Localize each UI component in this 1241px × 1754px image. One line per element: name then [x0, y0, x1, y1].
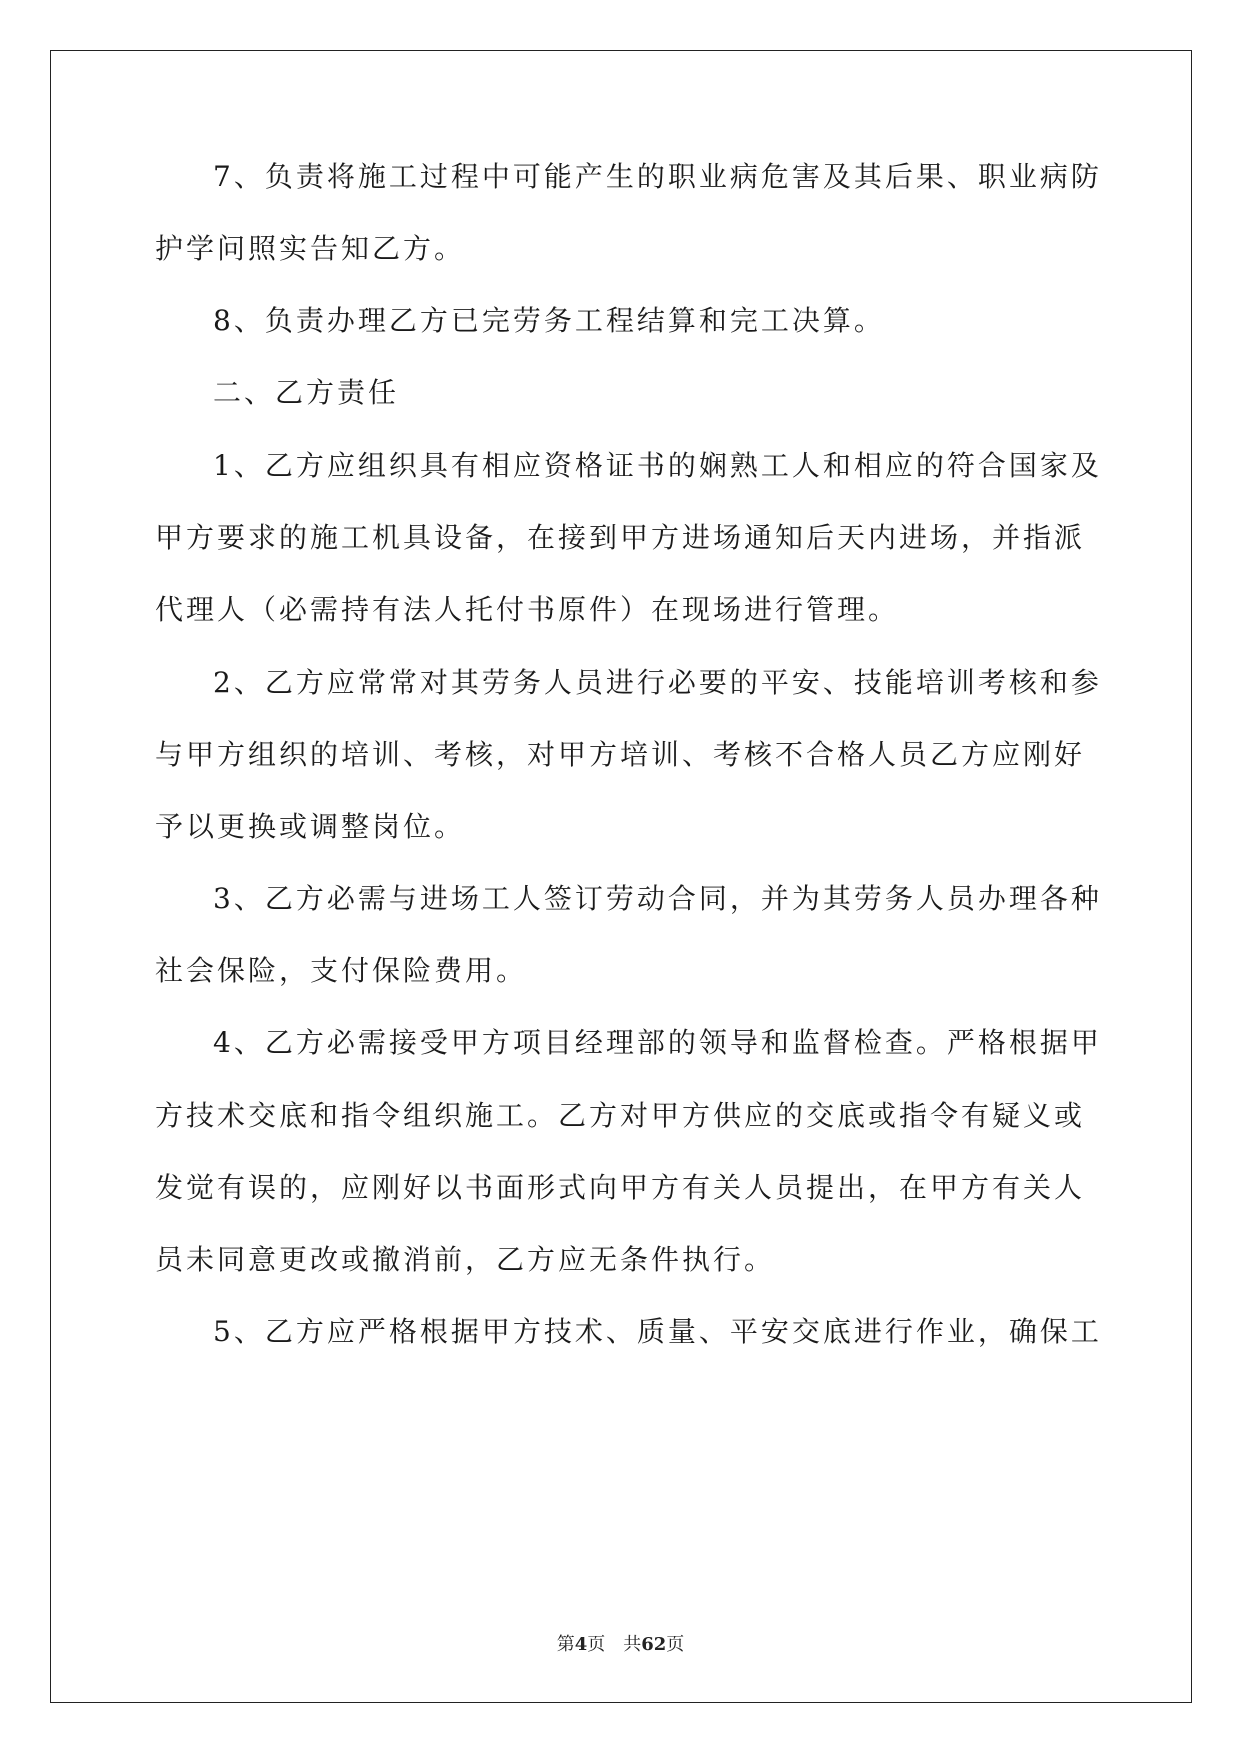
paragraph-line: 8、负责办理乙方已完劳务工程结算和完工决算。	[213, 304, 885, 337]
page-border	[50, 50, 1192, 1703]
paragraph-line: 与甲方组织的培训、考核，对甲方培训、考核不合格人员乙方应刚好	[155, 738, 1086, 771]
paragraph-line: 7、负责将施工过程中可能产生的职业病危害及其后果、职业病防	[213, 160, 1102, 193]
paragraph-line: 2、乙方应常常对其劳务人员进行必要的平安、技能培训考核和参	[213, 666, 1102, 699]
paragraph-line: 4、乙方必需接受甲方项目经理部的领导和监督检查。严格根据甲	[213, 1026, 1102, 1059]
paragraph-line: 员未同意更改或撤消前，乙方应无条件执行。	[155, 1243, 776, 1276]
paragraph-line: 护学问照实告知乙方。	[155, 232, 466, 265]
paragraph-line: 5、乙方应严格根据甲方技术、质量、平安交底进行作业，确保工	[213, 1315, 1102, 1348]
paragraph-line: 3、乙方必需与进场工人签订劳动合同，并为其劳务人员办理各种	[213, 882, 1102, 915]
paragraph-line: 予以更换或调整岗位。	[155, 810, 466, 843]
section-heading: 二、乙方责任	[213, 376, 400, 409]
current-page-number: 4	[574, 1634, 588, 1655]
paragraph-line: 方技术交底和指令组织施工。乙方对甲方供应的交底或指令有疑义或	[155, 1099, 1086, 1132]
paragraph-line: 1、乙方应组织具有相应资格证书的娴熟工人和相应的符合国家及	[213, 449, 1102, 482]
total-page-count: 62	[641, 1634, 667, 1655]
paragraph-line: 代理人（必需持有法人托付书原件）在现场进行管理。	[155, 593, 900, 626]
footer-suffix: 页	[666, 1634, 685, 1655]
paragraph-line: 发觉有误的，应刚好以书面形式向甲方有关人员提出，在甲方有关人	[155, 1171, 1086, 1204]
footer-prefix: 第	[556, 1634, 575, 1655]
paragraph-line: 甲方要求的施工机具设备，在接到甲方进场通知后天内进场，并指派	[155, 521, 1086, 554]
paragraph-line: 社会保险，支付保险费用。	[155, 954, 528, 987]
footer-mid: 页 共	[587, 1634, 642, 1655]
page-footer	[0, 1630, 1241, 1656]
